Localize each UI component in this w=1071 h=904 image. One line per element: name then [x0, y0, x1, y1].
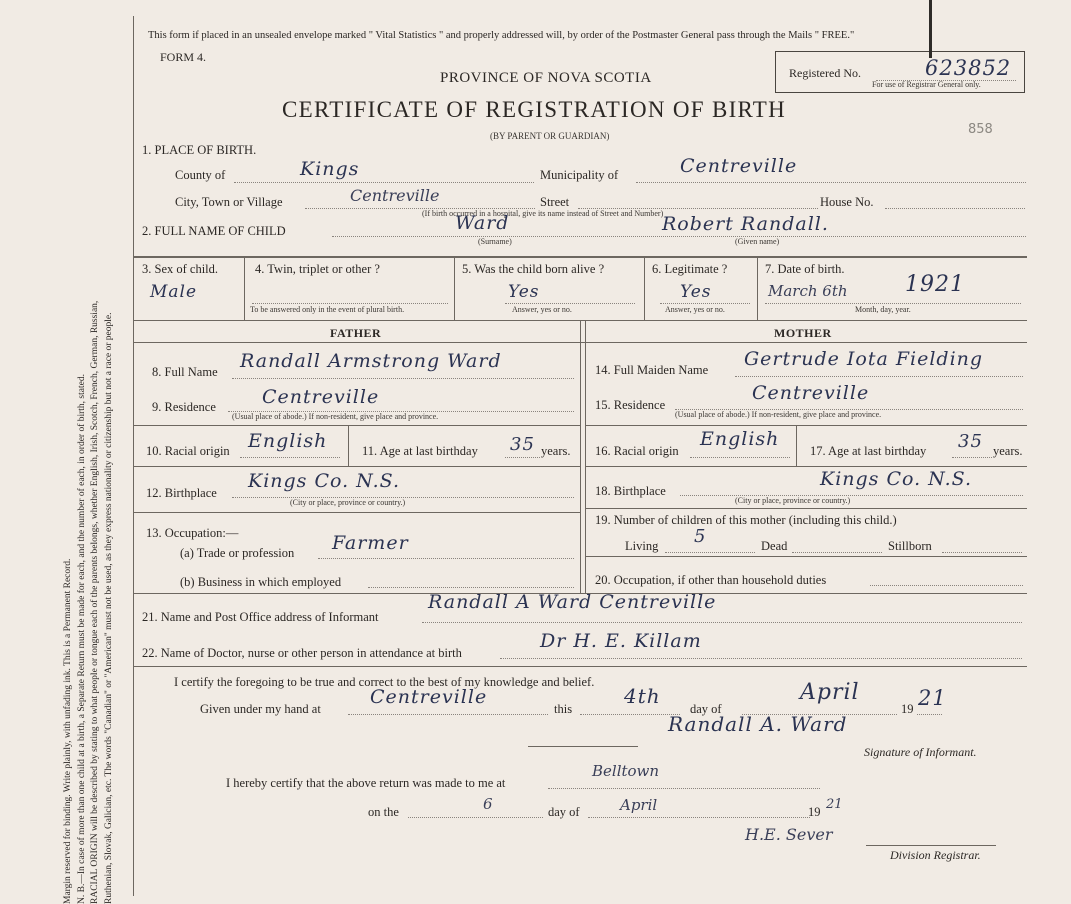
- informant-value: Randall A Ward Centreville: [428, 591, 717, 613]
- margin-note-2: N. B.—In case of more than one child at a birth, a Separate Return must be made for each, and the number of each, in order of birth, stated.: [76, 374, 87, 904]
- father-birthplace-label: 12. Birthplace: [146, 486, 217, 500]
- child-name-label: 2. FULL NAME OF CHILD: [142, 224, 286, 238]
- mother-residence-label: 15. Residence: [595, 398, 666, 412]
- registrar-year-suffix: 21: [826, 797, 843, 812]
- certificate-title: CERTIFICATE OF REGISTRATION OF BIRTH: [282, 97, 787, 122]
- hospital-note: (If birth occurred in a hospital, give its name instead of Street and Number): [422, 209, 664, 218]
- municipality-label: Municipality of: [540, 168, 619, 182]
- father-birthplace-caption: (City or place, province or country.): [290, 498, 406, 507]
- children-count-label: 19. Number of children of this mother (including this child.): [595, 513, 897, 527]
- mother-name: Gertrude Iota Fielding: [744, 348, 984, 370]
- margin-note-4: Ruthenian, Slovak, Galician, etc. The words "Canadian" or "American" must not be used, as they express nationality or citizenship but not a race or people.: [103, 312, 114, 904]
- registrar-signature: H.E. Sever: [745, 825, 833, 844]
- father-heading: FATHER: [330, 326, 382, 340]
- father-name-label: 8. Full Name: [152, 365, 218, 379]
- father-business-label: (b) Business in which employed: [180, 575, 342, 589]
- legitimate-value: Yes: [680, 282, 712, 302]
- father-birthplace: Kings Co. N.S.: [248, 470, 401, 492]
- mother-race: English: [700, 428, 780, 450]
- this-label: this: [554, 702, 573, 716]
- county-label: County of: [175, 168, 226, 182]
- registrar-day-of-label: day of: [548, 805, 580, 819]
- legitimate-caption: Answer, yes or no.: [665, 305, 725, 314]
- postal-note: This form if placed in an unsealed envelope marked " Vital Statistics " and properly addressed will, by order of the Postmaster General pass through the Mails " FREE.": [148, 30, 855, 41]
- mother-age-years: years.: [993, 444, 1023, 458]
- registrar-day: 6: [483, 795, 493, 813]
- mother-race-label: 16. Racial origin: [595, 444, 679, 458]
- certification-year-suffix: 21: [918, 686, 947, 710]
- mother-residence-caption: (Usual place of abode.) If non-resident, give place and province.: [675, 410, 882, 419]
- informant-signature: Randall A. Ward: [668, 712, 848, 736]
- registrar-statement: I hereby certify that the above return was made to me at: [226, 776, 506, 790]
- child-surname: Ward: [455, 212, 510, 234]
- certification-day: 4th: [624, 684, 661, 708]
- registrar-place: Belltown: [592, 762, 660, 780]
- pencil-note: 858: [968, 122, 993, 137]
- margin-note-3: RACIAL ORIGIN will be described by stating to what people or tongue each of the parents belongs, whether English, Irish, Scotch, French, German, Russian,: [90, 300, 100, 904]
- surname-caption: (Surname): [478, 237, 512, 246]
- mother-name-label: 14. Full Maiden Name: [595, 363, 709, 377]
- father-residence: Centreville: [262, 386, 380, 408]
- certificate-subtitle: (BY PARENT OR GUARDIAN): [490, 131, 610, 141]
- mother-birthplace-label: 18. Birthplace: [595, 484, 666, 498]
- father-trade-label: (a) Trade or profession: [180, 546, 295, 560]
- alive-label: 5. Was the child born alive ?: [462, 262, 605, 276]
- mother-occupation-label: 20. Occupation, if other than household duties: [595, 573, 827, 587]
- given-under-hand-label: Given under my hand at: [200, 702, 321, 716]
- province-title: PROVINCE OF NOVA SCOTIA: [440, 70, 652, 86]
- registrar-year-prefix: 19: [808, 805, 821, 819]
- margin-notes: [62, 20, 142, 904]
- mother-birthplace-caption: (City or place, province or country.): [735, 496, 851, 505]
- registrar-month: April: [620, 796, 658, 814]
- father-occupation-label: 13. Occupation:—: [146, 526, 239, 540]
- mother-residence: Centreville: [752, 382, 870, 404]
- registered-number: 623852: [925, 56, 1012, 80]
- mother-age: 35: [958, 431, 983, 452]
- twin-caption: To be answered only in the event of plural birth.: [250, 305, 405, 314]
- pencil-mark: [929, 0, 932, 58]
- living-value: 5: [694, 526, 707, 547]
- doctor-value: Dr H. E. Killam: [540, 630, 702, 652]
- father-residence-label: 9. Residence: [152, 400, 216, 414]
- city-value: Centreville: [350, 186, 440, 205]
- father-age: 35: [510, 434, 535, 455]
- municipality-value: Centreville: [680, 155, 798, 177]
- mother-heading: MOTHER: [774, 326, 832, 340]
- doctor-label: 22. Name of Doctor, nurse or other person in attendance at birth: [142, 646, 462, 660]
- father-race-label: 10. Racial origin: [146, 444, 230, 458]
- place-of-birth-label: 1. PLACE OF BIRTH.: [142, 143, 257, 157]
- birth-date-month-day: March 6th: [768, 282, 848, 300]
- child-given-name: Robert Randall.: [662, 213, 829, 235]
- twin-label: 4. Twin, triplet or other ?: [255, 262, 380, 276]
- sex-value: Male: [150, 282, 198, 302]
- mother-age-label: 17. Age at last birthday: [810, 444, 927, 458]
- informant-label: 21. Name and Post Office address of Informant: [142, 610, 379, 624]
- center-divider: [580, 321, 581, 593]
- father-name: Randall Armstrong Ward: [240, 350, 502, 372]
- binding-margin-line: [133, 16, 134, 896]
- registered-label: Registered No.: [789, 66, 861, 80]
- certification-statement: I certify the foregoing to be true and correct to the best of my knowledge and belief.: [174, 675, 595, 689]
- stillborn-label: Stillborn: [888, 539, 932, 553]
- on-the-label: on the: [368, 805, 399, 819]
- form-number: FORM 4.: [160, 50, 207, 64]
- registrar-use-note: For use of Registrar General only.: [872, 80, 981, 89]
- informant-signature-caption: Signature of Informant.: [864, 745, 977, 759]
- father-race: English: [248, 430, 328, 452]
- father-age-years: years.: [541, 444, 571, 458]
- city-label: City, Town or Village: [175, 195, 283, 209]
- alive-caption: Answer, yes or no.: [512, 305, 572, 314]
- division-registrar-caption: Division Registrar.: [890, 848, 981, 862]
- birth-date-caption: Month, day, year.: [855, 305, 911, 314]
- father-trade: Farmer: [332, 532, 409, 554]
- sex-label: 3. Sex of child.: [142, 262, 219, 276]
- dead-label: Dead: [761, 539, 788, 553]
- house-label: House No.: [820, 195, 874, 209]
- day-of-label: day of: [690, 702, 722, 716]
- county-value: Kings: [300, 158, 360, 180]
- birth-date-year: 1921: [905, 272, 965, 297]
- alive-value: Yes: [508, 282, 540, 302]
- mother-birthplace: Kings Co. N.S.: [820, 468, 973, 490]
- legitimate-label: 6. Legitimate ?: [652, 262, 728, 276]
- living-label: Living: [625, 539, 659, 553]
- certification-year-prefix: 19: [901, 702, 914, 716]
- margin-note-1: Margin reserved for binding. Write plainly, with unfading ink. This is a Permanent Record.: [63, 558, 73, 904]
- street-label: Street: [540, 195, 570, 209]
- given-name-caption: (Given name): [735, 237, 780, 246]
- certification-month: April: [800, 680, 860, 705]
- given-at-place: Centreville: [370, 686, 488, 708]
- father-age-label: 11. Age at last birthday: [362, 444, 478, 458]
- father-residence-caption: (Usual place of abode.) If non-resident, give place and province.: [232, 412, 439, 421]
- birth-date-label: 7. Date of birth.: [765, 262, 845, 276]
